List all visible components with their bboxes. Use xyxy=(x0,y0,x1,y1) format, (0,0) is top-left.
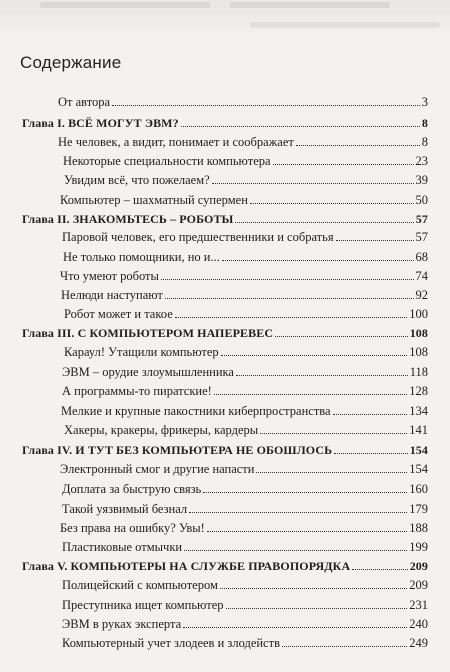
toc-page-number: 209 xyxy=(409,578,428,592)
dot-leader xyxy=(189,512,407,513)
toc-entry xyxy=(62,540,428,555)
dot-leader xyxy=(334,453,408,454)
toc-entry-title: Не человек, а видит, понимает и соображает xyxy=(58,135,294,149)
dot-leader xyxy=(250,203,414,204)
dot-leader xyxy=(226,608,408,609)
dot-leader xyxy=(175,317,408,318)
toc-chapter xyxy=(22,559,428,574)
toc-entry-title: Не только помощники, но и... xyxy=(63,250,220,264)
toc-entry xyxy=(62,384,428,399)
toc-entry xyxy=(62,636,428,651)
toc-entry xyxy=(64,423,428,438)
dot-leader xyxy=(203,492,407,493)
toc-entry-title: От автора xyxy=(58,95,111,109)
toc-entry-title: Полицейский с компьютером xyxy=(62,578,218,592)
dot-leader xyxy=(256,472,407,473)
page-title: Содержание xyxy=(20,53,122,72)
toc-entry xyxy=(62,482,428,497)
dot-leader xyxy=(260,433,407,434)
toc-entry xyxy=(58,95,428,110)
dot-leader xyxy=(236,375,408,376)
toc-entry xyxy=(62,598,428,613)
dot-leader xyxy=(221,355,408,356)
toc-page-number: 240 xyxy=(409,617,428,631)
toc-page-number: 92 xyxy=(415,288,428,302)
toc-entry xyxy=(61,288,428,303)
dot-leader xyxy=(214,394,407,395)
toc-entry-title: Нелюди наступают xyxy=(61,288,163,302)
toc-page-number: 57 xyxy=(415,212,428,226)
toc-page-number: 154 xyxy=(409,443,428,457)
toc-entry-title: Компьютер – шахматный супермен xyxy=(60,193,248,207)
toc-entry-title: Что умеют роботы xyxy=(60,269,159,283)
toc-entry-title: Компьютерный учет злодеев и злодейств xyxy=(62,636,280,650)
toc-entry-title: ЭВМ в руках эксперта xyxy=(62,617,182,631)
toc-page-number: 188 xyxy=(409,521,428,535)
toc-page-number: 179 xyxy=(409,502,428,516)
toc-entry-title: Робот может и такое xyxy=(64,307,173,321)
dot-leader xyxy=(112,105,420,106)
dot-leader xyxy=(181,126,420,127)
toc-page-number: 8 xyxy=(421,135,428,149)
toc-entry xyxy=(62,230,428,245)
toc-entry-title: ЭВМ – орудие злоумышленника xyxy=(62,365,234,379)
toc-page-number: 23 xyxy=(415,154,428,168)
toc-page-number: 160 xyxy=(409,482,428,496)
dot-leader xyxy=(235,222,413,223)
toc-entry-title: Хакеры, кракеры, фрикеры, кардеры xyxy=(64,423,259,437)
toc-page-number: 108 xyxy=(409,326,428,340)
toc-entry-title: Пластиковые отмычки xyxy=(62,540,183,554)
toc-page-number: 209 xyxy=(409,559,428,573)
toc-entry xyxy=(58,135,428,150)
toc-page-number: 57 xyxy=(415,230,428,244)
toc-entry xyxy=(61,404,428,419)
toc-entry xyxy=(64,173,428,188)
dot-leader xyxy=(273,164,414,165)
dot-leader xyxy=(184,550,407,551)
toc-entry-title: Караул! Утащили компьютер xyxy=(64,345,219,359)
toc-entry-title: Доплата за быструю связь xyxy=(62,482,202,496)
toc-page-number: 154 xyxy=(409,462,428,476)
toc-entry-title: Такой уязвимый безнал xyxy=(62,502,188,516)
dot-leader xyxy=(336,240,414,241)
toc-page-number: 3 xyxy=(421,95,428,109)
dot-leader xyxy=(282,646,407,647)
dot-leader xyxy=(212,183,414,184)
toc-page-number: 50 xyxy=(415,193,428,207)
toc-entry-title: Глава II. ЗНАКОМЬТЕСЬ – РОБОТЫ xyxy=(22,212,234,226)
toc-entry-title: Глава I. ВСЁ МОГУТ ЭВМ? xyxy=(22,116,179,130)
toc-page-number: 108 xyxy=(409,345,428,359)
toc-page-number: 68 xyxy=(415,250,428,264)
toc-page-number: 134 xyxy=(409,404,428,418)
toc-entry xyxy=(64,345,428,360)
dot-leader xyxy=(165,298,414,299)
toc-entry-title: Глава V. КОМПЬЮТЕРЫ НА СЛУЖБЕ ПРАВОПОРЯДКА xyxy=(22,559,351,573)
toc-entry xyxy=(62,617,428,632)
dot-leader xyxy=(222,260,414,261)
toc-entry-title: А программы-то пиратские! xyxy=(62,384,212,398)
dot-leader xyxy=(275,336,408,337)
dot-leader xyxy=(183,627,407,628)
toc-entry-title: Паровой человек, его предшественники и собратья xyxy=(62,230,334,244)
dot-leader xyxy=(296,145,420,146)
toc-chapter xyxy=(22,116,428,131)
toc-page-number: 199 xyxy=(409,540,428,554)
toc-entry xyxy=(62,578,428,593)
toc-entry xyxy=(60,269,428,284)
toc-entry xyxy=(60,462,428,477)
toc-page-number: 8 xyxy=(421,116,428,130)
toc-entry xyxy=(64,307,428,322)
toc-entry xyxy=(62,502,428,517)
toc-entry-title: Электронный смог и другие напасти xyxy=(60,462,255,476)
toc-entry xyxy=(63,250,428,265)
dot-leader xyxy=(352,569,407,570)
dot-leader xyxy=(333,414,408,415)
toc-entry-title: Без права на ошибку? Увы! xyxy=(60,521,205,535)
toc-entry xyxy=(63,154,428,169)
toc-entry-title: Некоторые специальности компьютера xyxy=(63,154,271,168)
toc-entry-title: Глава III. С КОМПЬЮТЕРОМ НАПЕРЕВЕС xyxy=(22,326,274,340)
dot-leader xyxy=(220,588,407,589)
toc-entry-title: Преступника ищет компьютер xyxy=(62,598,224,612)
toc-entry-title: Увидим всё, что пожелаем? xyxy=(64,173,210,187)
toc-page-number: 141 xyxy=(409,423,428,437)
toc-entry xyxy=(60,193,428,208)
toc-page-number: 39 xyxy=(415,173,428,187)
toc-page-number: 118 xyxy=(409,365,428,379)
toc-entry xyxy=(62,365,428,380)
toc-chapter xyxy=(22,326,428,341)
toc-entry xyxy=(60,521,428,536)
toc-page-number: 100 xyxy=(409,307,428,321)
dot-leader xyxy=(207,531,407,532)
toc-page-number: 231 xyxy=(409,598,428,612)
toc-page-number: 128 xyxy=(409,384,428,398)
toc-page-number: 249 xyxy=(409,636,428,650)
toc-chapter xyxy=(22,443,428,458)
toc-entry-title: Глава IV. И ТУТ БЕЗ КОМПЬЮТЕРА НЕ ОБОШЛОСЬ xyxy=(22,443,333,457)
toc-chapter xyxy=(22,212,428,227)
dot-leader xyxy=(161,279,414,280)
toc-entry-title: Мелкие и крупные пакостники киберпространства xyxy=(61,404,331,418)
toc-page-number: 74 xyxy=(415,269,428,283)
